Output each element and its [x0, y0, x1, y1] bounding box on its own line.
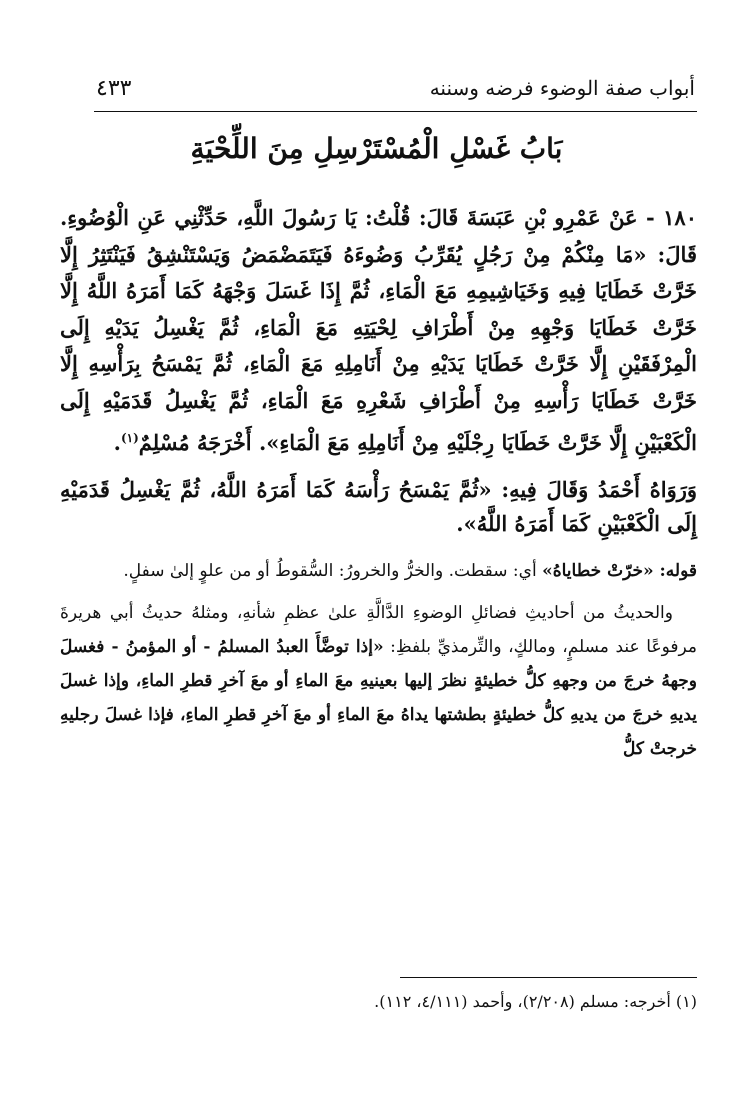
footnote: (١) أخرجه: مسلم (٢/٢٠٨)، وأحمد (٤/١١١، ١١٢). [374, 992, 697, 1011]
hadith-end: . [113, 429, 121, 455]
hadith-text: ١٨٠ - عَنْ عَمْرِو بْنِ عَبَسَةَ قَالَ: قُلْتُ: يَا رَسُولَ اللَّهِ، حَدِّثْنِي عَنِ الْوُضُوءِ. قَالَ: «مَا مِنْكُمْ مِنْ رَجُلٍ يُقَرِّبُ وَضُوءَهُ فَيَتَمَضْمَضُ وَيَسْتَنْشِقُ فَيَنْتَثِرُ إِلَّا خَرَّتْ خَطَايَا فِيهِ وَخَيَاشِيمِهِ مَعَ الْمَاءِ، ثُمَّ إِذَا غَسَلَ وَجْهَهُ كَمَا أَمَرَهُ اللَّهُ إِلَّا خَرَّتْ خَطَايَا وَجْهِهِ مِنْ أَطْرَافِ لِحْيَتِهِ مَعَ الْمَاءِ، ثُمَّ يَغْسِلُ يَدَيْهِ إِلَى الْمِرْفَقَيْنِ إِلَّا خَرَّتْ خَطَايَا يَدَيْهِ مِنْ أَنَامِلِهِ مَعَ الْمَاءِ، ثُمَّ يَمْسَحُ بِرَأْسِهِ إِلَّا خَرَّتْ خَطَايَا رَأْسِهِ مِنْ أَطْرَافِ شَعْرِهِ مَعَ الْمَاءِ، ثُمَّ يَغْسِلُ قَدَمَيْهِ إِلَى الْكَعْبَيْنِ إِلَّا خَرَّتْ خَطَايَا رِجْلَيْهِ مِنْ أَنَامِلِهِ مَعَ الْمَاءِ». أَخْرَجَهُ مُسْلِمٌ [60, 205, 697, 455]
discussion-text: والحديثُ من أحاديثِ فضائلِ الوضوءِ الدَّالَّةِ علىٰ عظمِ شأنهِ، ومثلهُ حديثُ أبي هريرةَ مرفوعًا عند مسلمٍ، ومالكٍ، والتِّرمذيِّ بلفظِ: [60, 603, 697, 658]
hadith-paragraph [60, 200, 697, 461]
riwaya-paragraph: وَرَوَاهُ أَحْمَدُ وَقَالَ فِيهِ: «ثُمَّ يَمْسَحُ رَأْسَهُ كَمَا أَمَرَهُ اللَّهُ، ثُمَّ يَغْسِلُ قَدَمَيْهِ إِلَى الْكَعْبَيْنِ كَمَا أَمَرَهُ اللَّهُ». [60, 477, 697, 537]
running-title: أبواب صفة الوضوء فرضه وسننه [429, 76, 695, 100]
footnote-marker[interactable]: (١) [120, 430, 139, 445]
page-header [96, 76, 695, 108]
discussion-quote: «إذا توضَّأَ العبدُ المسلمُ - أو المؤمنُ - فغسلَ وجههُ خرجَ من وجههِ كلُّ خطيئةٍ نظرَ إليها بعينيهِ معَ الماءِ أو معَ آخرِ قطرِ الماءِ، وإذا غسلَ يديهِ خرجَ من يديهِ كلُّ خطيئةٍ بطشتها يداهُ معَ الماءِ أو معَ آخرِ قطرِ الماءِ، فإذا غسلَ رجليهِ خرجتْ كلُّ [60, 637, 697, 760]
page-number: ٤٣٣ [96, 76, 132, 101]
chapter-title: بَابُ غَسْلِ الْمُسْتَرْسِلِ مِنَ اللِّحْيَةِ [190, 132, 563, 165]
discussion-paragraph [60, 596, 697, 766]
commentary-paragraph [60, 555, 697, 588]
commentary-text: أي: سقطت. والخرُّ والخرورُ: السُّقوطُ أو من علوٍ إلىٰ سفلٍ. [123, 561, 543, 582]
footnote-divider [400, 977, 697, 978]
header-divider [94, 111, 697, 112]
commentary-lead: قوله: «خرّتْ خطاياهُ» [542, 561, 697, 582]
main-text [60, 200, 697, 766]
